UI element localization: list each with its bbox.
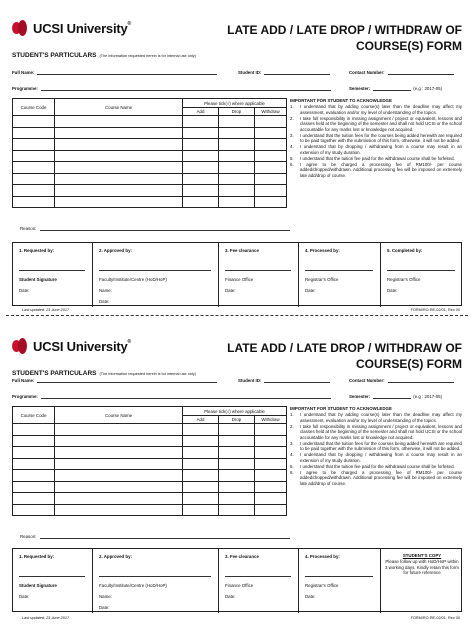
acknowledgement-item [290, 464, 462, 470]
acknowledgement [290, 98, 462, 179]
item-number: 4. [290, 144, 294, 150]
contact-number-field[interactable]: Contact Number: [349, 378, 454, 383]
item-number: 4. [290, 452, 294, 458]
approved-by[interactable]: 2. Approved by: Faculty/Institute/Centre (HoD/HoP) Name: Date: [93, 549, 219, 613]
course-rows [13, 424, 287, 516]
completed-by[interactable]: 5. Completed by: Registrar's Office Date: [381, 243, 463, 307]
item-number: 5. [290, 463, 294, 469]
table-cell[interactable] [55, 504, 183, 516]
ucsi-logo [12, 20, 131, 36]
reason-field[interactable]: Reason: [20, 534, 290, 539]
table-cell[interactable] [55, 458, 183, 470]
table-cell[interactable] [13, 139, 55, 151]
table-cell[interactable] [55, 470, 183, 482]
table-cell[interactable] [55, 162, 183, 174]
col-tick-header: Please tick(√) where applicable [183, 407, 287, 416]
table-cell[interactable] [13, 481, 55, 493]
table-cell[interactable] [183, 116, 219, 128]
item-number: 6. [290, 469, 294, 475]
table-cell[interactable] [219, 504, 255, 516]
course-table [12, 98, 287, 208]
acknowledgement-heading: IMPORTANT FOR STUDENT TO ACKNOWLEDGE [290, 406, 392, 411]
table-cell[interactable] [183, 458, 219, 470]
col-course-name: Course Name [55, 99, 183, 116]
item-text: I understand that by adding course(s) later than the deadline may affect my assessment, evaluation and/or my level of understanding of the topics. [300, 412, 462, 423]
table-cell[interactable] [255, 493, 287, 505]
col-withdraw: Withdraw [255, 108, 287, 116]
table-row [13, 196, 287, 208]
table-cell[interactable] [219, 162, 255, 174]
table-cell[interactable] [13, 424, 55, 436]
student-id-field[interactable]: Student ID: [238, 378, 330, 383]
cut-line [6, 315, 468, 316]
table-cell[interactable] [13, 458, 55, 470]
item-text: I agree to be charged a processing fee of RM100/- per course added/dropped/withdrawn. Additional processing fee will be imposed on extremely late add/drop of course. [300, 469, 462, 486]
table-cell[interactable] [219, 458, 255, 470]
contact-number-field[interactable]: Contact Number: [349, 70, 454, 75]
table-row [13, 458, 287, 470]
table-row [13, 504, 287, 516]
students-copy-title: STUDENT'S COPY [402, 553, 442, 558]
table-cell[interactable] [55, 116, 183, 128]
table-cell[interactable] [255, 139, 287, 151]
acknowledgement-item [290, 133, 462, 144]
table-cell[interactable] [255, 435, 287, 447]
semester-field[interactable]: Semester: (e.g : 2017-05) [349, 86, 443, 91]
item-text: I agree to be charged a processing fee of RM100/- per course added/dropped/withdrawn. Additional processing fee will be imposed on extremely late add/drop of course. [300, 161, 462, 178]
table-cell[interactable] [183, 435, 219, 447]
item-number: 3. [290, 132, 294, 138]
table-cell[interactable] [183, 424, 219, 436]
table-cell[interactable] [219, 139, 255, 151]
table-cell[interactable] [55, 481, 183, 493]
table-cell[interactable] [55, 173, 183, 185]
approved-by[interactable]: 2. Approved by: Faculty/Institute/Centre (HoD/HoP) Name: Date: [93, 243, 219, 307]
item-number: 3. [290, 440, 294, 446]
table-cell[interactable] [255, 458, 287, 470]
table-row [13, 424, 287, 436]
acknowledgement-item [290, 116, 462, 133]
acknowledgement [290, 406, 462, 487]
requested-by[interactable]: 1. Requested by: Student Signature Date: [13, 549, 93, 613]
table-cell[interactable] [13, 447, 55, 459]
table-cell[interactable] [255, 196, 287, 208]
col-withdraw: Withdraw [255, 416, 287, 424]
item-text: I understand that by dropping / withdrawing from a course may result in an extension of my study duration. [300, 452, 462, 463]
table-cell[interactable] [13, 116, 55, 128]
table-cell[interactable] [55, 424, 183, 436]
table-row [13, 127, 287, 139]
table-cell[interactable] [55, 139, 183, 151]
approval-box [12, 548, 462, 612]
table-row [13, 470, 287, 482]
table-cell[interactable] [13, 127, 55, 139]
table-cell[interactable] [219, 196, 255, 208]
table-cell[interactable] [13, 173, 55, 185]
table-cell[interactable] [219, 493, 255, 505]
table-cell[interactable] [183, 196, 219, 208]
brand-name: UCSI University® [33, 338, 132, 354]
table-row [13, 493, 287, 505]
table-cell[interactable] [219, 435, 255, 447]
form-reference: FORM/RO-RE-02/01, Rev 00 [410, 616, 460, 620]
ucsi-emblem-icon [12, 338, 30, 354]
programme-field[interactable]: Programme: [12, 394, 331, 399]
item-text: I understand that the tuition fee paid for the withdrawal course shall be forfeited. [300, 155, 455, 161]
acknowledgement-item [290, 470, 462, 487]
table-cell[interactable] [255, 470, 287, 482]
acknowledgement-item [290, 162, 462, 179]
course-table [12, 406, 287, 516]
table-cell[interactable] [183, 470, 219, 482]
table-cell[interactable] [255, 185, 287, 197]
students-copy-note [381, 549, 463, 613]
table-cell[interactable] [55, 150, 183, 162]
table-cell[interactable] [219, 185, 255, 197]
col-add: Add [183, 108, 219, 116]
item-text: I understand that by dropping / withdrawing from a course may result in an extension of my study duration. [300, 144, 462, 155]
col-course-name: Course Name [55, 407, 183, 424]
table-row [13, 447, 287, 459]
table-cell[interactable] [183, 162, 219, 174]
form-title: LATE ADD / LATE DROP / WITHDRAW OF COURSE(S) FORM [227, 341, 462, 371]
form-student-copy [0, 318, 474, 632]
item-text: I understand that by adding course(s) later than the deadline may affect my assessment, evaluation and/or my level of understanding of the topics. [300, 104, 462, 115]
item-number: 2. [290, 115, 294, 121]
processed-by[interactable]: 4. Processed by: Registrar's Office Date: [299, 243, 381, 307]
acknowledgement-item [290, 424, 462, 441]
col-tick-header: Please tick(√) where applicable [183, 99, 287, 108]
table-cell[interactable] [183, 185, 219, 197]
ucsi-logo [12, 338, 131, 354]
table-cell[interactable] [219, 173, 255, 185]
semester-field[interactable]: Semester: (e.g : 2017-05) [349, 394, 443, 399]
table-row [13, 139, 287, 151]
table-cell[interactable] [219, 470, 255, 482]
table-cell[interactable] [183, 504, 219, 516]
col-course-code: Course Code [13, 407, 55, 424]
table-cell[interactable] [255, 173, 287, 185]
table-cell[interactable] [183, 173, 219, 185]
table-cell[interactable] [255, 504, 287, 516]
table-cell[interactable] [183, 481, 219, 493]
processed-by[interactable]: 4. Processed by: Registrar's Office Date: [299, 549, 381, 613]
table-cell[interactable] [219, 127, 255, 139]
table-cell[interactable] [255, 162, 287, 174]
table-cell[interactable] [13, 162, 55, 174]
full-name-field[interactable]: Full Name: [12, 70, 217, 75]
item-text: I understand that the tuition fees for the courses being added herewith are required to be paid together with the submission of this form, otherwise, it will not be added. [300, 440, 462, 452]
table-cell[interactable] [219, 481, 255, 493]
form-office-copy [0, 0, 474, 314]
table-cell[interactable] [255, 481, 287, 493]
table-cell[interactable] [55, 447, 183, 459]
item-text: I understand that the tuition fee paid for the withdrawal course shall be forfeited. [300, 463, 455, 469]
table-cell[interactable] [219, 116, 255, 128]
table-cell[interactable] [55, 196, 183, 208]
acknowledgement-heading: IMPORTANT FOR STUDENT TO ACKNOWLEDGE [290, 98, 392, 103]
table-cell[interactable] [219, 424, 255, 436]
last-updated: Last updated: 23 June 2017 [22, 308, 70, 312]
fee-clearance[interactable]: 3. Fee clearance Finance Office Date: [219, 243, 299, 307]
col-drop: Drop [219, 416, 255, 424]
ucsi-emblem-icon [12, 20, 30, 36]
table-cell[interactable] [255, 424, 287, 436]
brand-name: UCSI University® [33, 20, 132, 36]
table-cell[interactable] [55, 127, 183, 139]
table-cell[interactable] [183, 447, 219, 459]
item-number: 1. [290, 412, 294, 417]
acknowledgement-item [290, 412, 462, 423]
item-number: 1. [290, 104, 294, 109]
item-number: 6. [290, 161, 294, 167]
table-cell[interactable] [55, 435, 183, 447]
table-cell[interactable] [55, 185, 183, 197]
item-number: 5. [290, 155, 294, 161]
table-cell[interactable] [13, 196, 55, 208]
table-cell[interactable] [13, 150, 55, 162]
acknowledgement-item [290, 156, 462, 162]
table-row [13, 173, 287, 185]
requested-by[interactable]: 1. Requested by: Student Signature Date: [13, 243, 93, 307]
table-cell[interactable] [13, 185, 55, 197]
table-cell[interactable] [13, 504, 55, 516]
col-course-code: Course Code [13, 99, 55, 116]
table-row [13, 481, 287, 493]
fee-clearance[interactable]: 3. Fee clearance Finance Office Date: [219, 549, 299, 613]
full-name-field[interactable]: Full Name: [12, 378, 217, 383]
item-number: 2. [290, 423, 294, 429]
table-cell[interactable] [219, 447, 255, 459]
col-add: Add [183, 416, 219, 424]
item-text: I understand that the tuition fees for the courses being added herewith are required to be paid together with the submission of this form, otherwise, it will not be added. [300, 132, 462, 144]
table-cell[interactable] [183, 150, 219, 162]
acknowledgement-item [290, 104, 462, 115]
col-drop: Drop [219, 108, 255, 116]
acknowledgement-item [290, 441, 462, 452]
table-cell[interactable] [255, 127, 287, 139]
table-row [13, 116, 287, 128]
table-cell[interactable] [255, 150, 287, 162]
table-cell[interactable] [13, 493, 55, 505]
table-row [13, 185, 287, 197]
table-row [13, 435, 287, 447]
table-cell[interactable] [183, 127, 219, 139]
table-cell[interactable] [183, 139, 219, 151]
acknowledgement-item [290, 144, 462, 155]
course-rows [13, 116, 287, 208]
section-heading: STUDENT'S PARTICULARS (The information requested herein is for internal use only) [12, 370, 196, 377]
table-cell[interactable] [219, 150, 255, 162]
table-cell[interactable] [255, 447, 287, 459]
acknowledgement-item [290, 452, 462, 463]
table-cell[interactable] [13, 470, 55, 482]
table-cell[interactable] [183, 493, 219, 505]
item-text: I take full responsibility in missing assignment / project or equivalent, lessons and classes held at the beginning of the semester and shall not hold UCSI or the school accountable for any marks lost or knowledge not acquired. [300, 423, 462, 440]
form-reference: FORM/RO-RE-02/01, Rev 00 [410, 308, 460, 312]
programme-field[interactable]: Programme: [12, 86, 331, 91]
reason-field[interactable]: Reason: [20, 226, 290, 231]
last-updated: Last updated: 23 June 2017 [22, 616, 70, 620]
table-cell[interactable] [255, 116, 287, 128]
table-row [13, 162, 287, 174]
students-copy-text: Please follow up with HoD/HoP within 3 working days. Kindly retain this form for future reference [385, 558, 459, 576]
form-title: LATE ADD / LATE DROP / WITHDRAW OF COURSE(S) FORM [227, 23, 462, 53]
item-text: I take full responsibility in missing assignment / project or equivalent, lessons and classes held at the beginning of the semester and shall not hold UCSI or the school accountable for any marks lost or knowledge not acquired. [300, 115, 462, 132]
student-id-field[interactable]: Student ID: [238, 70, 330, 75]
approval-box [12, 242, 462, 306]
table-row [13, 150, 287, 162]
table-cell[interactable] [13, 435, 55, 447]
section-heading: STUDENT'S PARTICULARS (The information requested herein is for internal use only) [12, 52, 196, 59]
table-cell[interactable] [55, 493, 183, 505]
